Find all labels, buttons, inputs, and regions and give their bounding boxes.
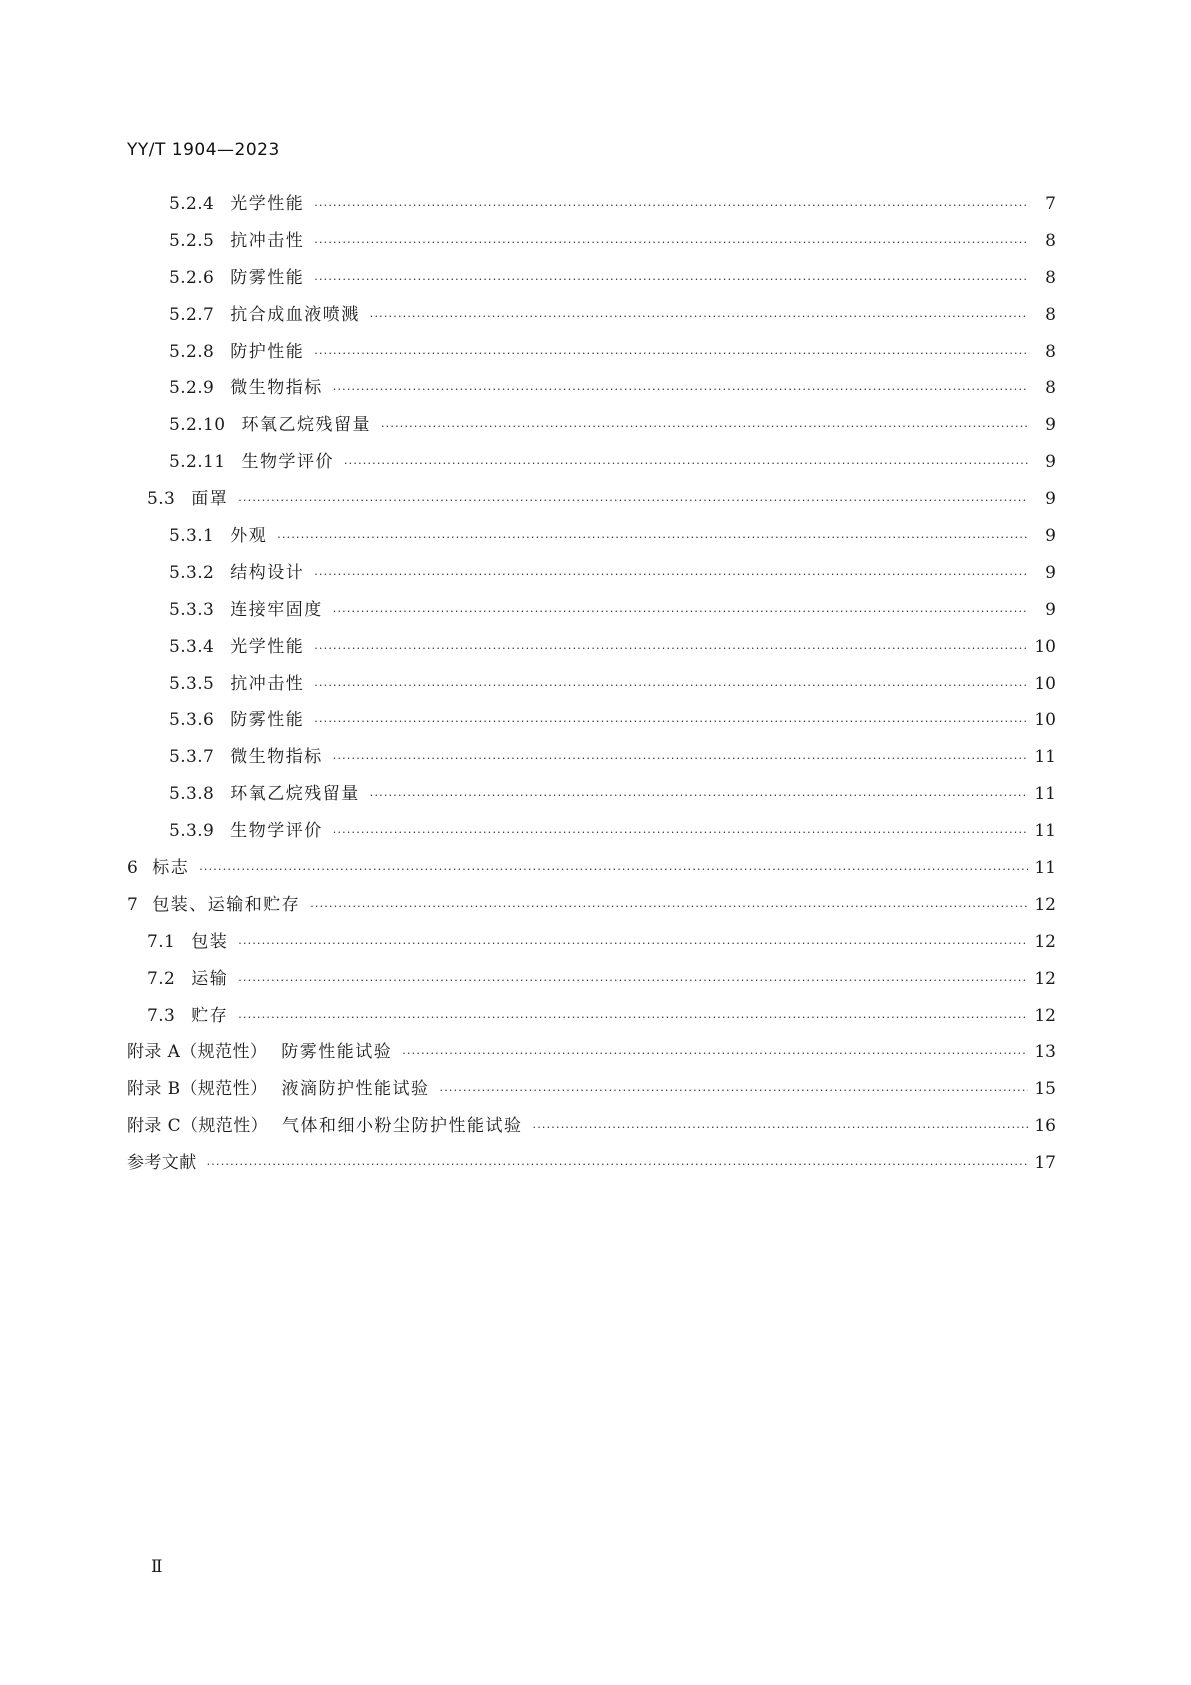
toc-entry-number: 5.2.7 — [169, 304, 215, 325]
toc-entry[interactable] — [127, 895, 1056, 932]
leader-dots — [333, 380, 1028, 400]
toc-entry[interactable] — [127, 1042, 1056, 1079]
leader-dots — [402, 1044, 1028, 1064]
leader-dots — [199, 860, 1028, 880]
toc-entry[interactable] — [127, 600, 1056, 637]
toc-entry-number: 5.2.9 — [169, 378, 215, 399]
toc-entry-page: 8 — [1045, 304, 1056, 325]
toc-entry-title: 标志 — [152, 858, 190, 879]
toc-entry[interactable] — [127, 710, 1056, 747]
leader-dots — [314, 639, 1028, 659]
toc-entry-title: 面罩 — [191, 489, 229, 510]
toc-entry-page: 13 — [1034, 1042, 1056, 1063]
toc-entry[interactable] — [127, 1006, 1056, 1043]
toc-entry-number: 5.3.7 — [169, 747, 215, 768]
leader-dots — [238, 971, 1028, 991]
leader-dots — [381, 417, 1028, 437]
toc-entry-number: 附录 B（规范性） — [127, 1079, 268, 1100]
toc-entry-number: 5.2.8 — [169, 341, 215, 362]
toc-entry-number: 7.2 — [147, 968, 176, 989]
toc-entry-page: 10 — [1034, 673, 1056, 694]
toc-entry[interactable] — [127, 268, 1056, 305]
toc-entry-title: 生物学评价 — [241, 452, 334, 473]
leader-dots — [207, 1155, 1028, 1175]
toc-entry-page: 9 — [1045, 562, 1056, 583]
toc-entry-number: 参考文献 — [127, 1153, 197, 1174]
toc-entry-title: 光学性能 — [230, 194, 305, 214]
toc-entry[interactable] — [127, 415, 1056, 452]
leader-dots — [314, 233, 1028, 253]
toc-entry-number: 5.3.4 — [169, 636, 215, 657]
toc-entry[interactable] — [127, 858, 1056, 895]
toc-entry-title: 连接牢固度 — [230, 599, 323, 620]
toc-entry-number: 5.3 — [147, 489, 176, 510]
leader-dots — [277, 528, 1028, 548]
leader-dots — [314, 676, 1028, 696]
leader-dots — [238, 1008, 1028, 1028]
leader-dots — [314, 196, 1028, 216]
toc-entry-title: 运输 — [191, 968, 229, 989]
toc-entry-title: 生物学评价 — [230, 821, 323, 842]
toc-entry-title: 微生物指标 — [230, 378, 323, 399]
toc-entry-title: 防雾性能 — [230, 710, 305, 731]
leader-dots — [314, 270, 1028, 290]
toc-entry-title: 抗冲击性 — [230, 673, 305, 694]
toc-entry-page: 8 — [1045, 378, 1056, 399]
toc-entry-number: 5.3.3 — [169, 599, 215, 620]
toc-entry[interactable] — [127, 1079, 1056, 1116]
toc-entry-number: 7.3 — [147, 1005, 176, 1026]
leader-dots — [370, 786, 1028, 806]
toc-entry-title: 结构设计 — [230, 562, 305, 583]
toc-entry-number: 5.2.6 — [169, 267, 215, 288]
toc-entry-number: 5.3.8 — [169, 784, 215, 805]
toc-entry-number: 5.2.5 — [169, 230, 215, 251]
leader-dots — [238, 491, 1028, 511]
toc-entry-page: 8 — [1045, 267, 1056, 288]
toc-entry-page: 12 — [1034, 1005, 1056, 1026]
toc-entry[interactable] — [127, 231, 1056, 268]
leader-dots — [344, 454, 1028, 474]
toc-entry-page: 10 — [1034, 710, 1056, 731]
toc-entry-page: 17 — [1034, 1153, 1056, 1174]
toc-entry[interactable] — [127, 747, 1056, 784]
toc-entry-number: 5.3.9 — [169, 821, 215, 842]
toc-entry-title: 抗合成血液喷溅 — [230, 304, 360, 325]
toc-entry-title: 抗冲击性 — [230, 230, 305, 251]
toc-entry-title: 包装 — [191, 931, 229, 952]
leader-dots — [533, 1118, 1028, 1138]
toc-entry-page: 12 — [1034, 968, 1056, 989]
leader-dots — [370, 307, 1028, 327]
toc-entry-page: 9 — [1045, 415, 1056, 436]
toc-entry-title: 外观 — [230, 526, 268, 547]
toc-entry[interactable] — [127, 563, 1056, 600]
toc-entry-title: 气体和细小粉尘防护性能试验 — [282, 1116, 523, 1137]
toc-entry-page: 8 — [1045, 230, 1056, 251]
toc-entry-page: 9 — [1045, 489, 1056, 510]
toc-entry-number: 5.3.2 — [169, 562, 215, 583]
leader-dots — [333, 602, 1028, 622]
toc-entry-number: 附录 C（规范性） — [127, 1116, 269, 1137]
toc-entry[interactable] — [127, 1153, 1056, 1190]
toc-entry-page: 8 — [1045, 341, 1056, 362]
toc-entry-number: 6 — [127, 858, 139, 879]
toc-entry-number: 5.2.11 — [169, 452, 226, 473]
leader-dots — [440, 1081, 1029, 1101]
toc-entry-page: 9 — [1045, 452, 1056, 473]
toc-entry[interactable] — [127, 969, 1056, 1006]
toc-entry[interactable] — [127, 305, 1056, 342]
toc-entry[interactable] — [127, 342, 1056, 379]
toc-entry-number: 5.3.6 — [169, 710, 215, 731]
toc-entry-page: 11 — [1034, 858, 1056, 879]
leader-dots — [314, 344, 1028, 364]
toc-entry-title: 贮存 — [191, 1005, 229, 1026]
toc-entry[interactable] — [127, 637, 1056, 674]
toc-entry-page: 10 — [1034, 636, 1056, 657]
page-number: Ⅱ — [151, 1557, 163, 1577]
toc-entry-title: 防护性能 — [230, 341, 305, 362]
standard-code: YY/T 1904—2023 — [127, 140, 280, 160]
toc-entry-title: 微生物指标 — [230, 747, 323, 768]
toc-entry-page: 12 — [1034, 931, 1056, 952]
toc-entry-title: 光学性能 — [230, 636, 305, 657]
leader-dots — [333, 823, 1028, 843]
toc-entry-page: 9 — [1045, 599, 1056, 620]
toc-entry-number: 5.3.5 — [169, 673, 215, 694]
toc-entry-page: 12 — [1034, 894, 1056, 915]
leader-dots — [314, 565, 1028, 585]
toc-entry-title: 环氧乙烷残留量 — [230, 784, 360, 805]
toc-entry-page: 11 — [1034, 784, 1056, 805]
toc-entry-page: 11 — [1034, 747, 1056, 768]
toc-entry-number: 7 — [127, 894, 139, 915]
toc-entry-title: 包装、运输和贮存 — [152, 894, 301, 915]
toc-entry[interactable] — [127, 932, 1056, 969]
toc-entry-title: 防雾性能 — [230, 267, 305, 288]
leader-dots — [238, 934, 1028, 954]
toc-entry[interactable] — [127, 674, 1056, 711]
toc-entry-page: 16 — [1034, 1116, 1056, 1137]
toc-entry-title: 液滴防护性能试验 — [281, 1079, 430, 1100]
toc-entry[interactable] — [127, 378, 1056, 415]
toc-entry[interactable] — [127, 194, 1056, 231]
toc-entry-page: 7 — [1045, 194, 1056, 214]
toc-entry-page: 15 — [1034, 1079, 1056, 1100]
toc-entry-number: 5.2.10 — [169, 415, 226, 436]
toc-entry[interactable] — [127, 1116, 1056, 1153]
toc-entry-page: 9 — [1045, 526, 1056, 547]
toc-entry-title: 环氧乙烷残留量 — [241, 415, 371, 436]
leader-dots — [314, 712, 1028, 732]
toc-entry-page: 11 — [1034, 821, 1056, 842]
table-of-contents — [127, 194, 1056, 1190]
toc-entry-number: 5.2.4 — [169, 194, 215, 214]
toc-entry[interactable] — [127, 489, 1056, 526]
toc-entry-number: 5.3.1 — [169, 526, 215, 547]
toc-entry[interactable] — [127, 821, 1056, 858]
toc-entry[interactable] — [127, 784, 1056, 821]
leader-dots — [333, 749, 1028, 769]
leader-dots — [310, 897, 1028, 917]
toc-entry[interactable] — [127, 452, 1056, 489]
toc-entry-number: 附录 A（规范性） — [127, 1042, 268, 1063]
toc-entry-number: 7.1 — [147, 931, 176, 952]
toc-entry-title: 防雾性能试验 — [281, 1042, 393, 1063]
toc-entry[interactable] — [127, 526, 1056, 563]
